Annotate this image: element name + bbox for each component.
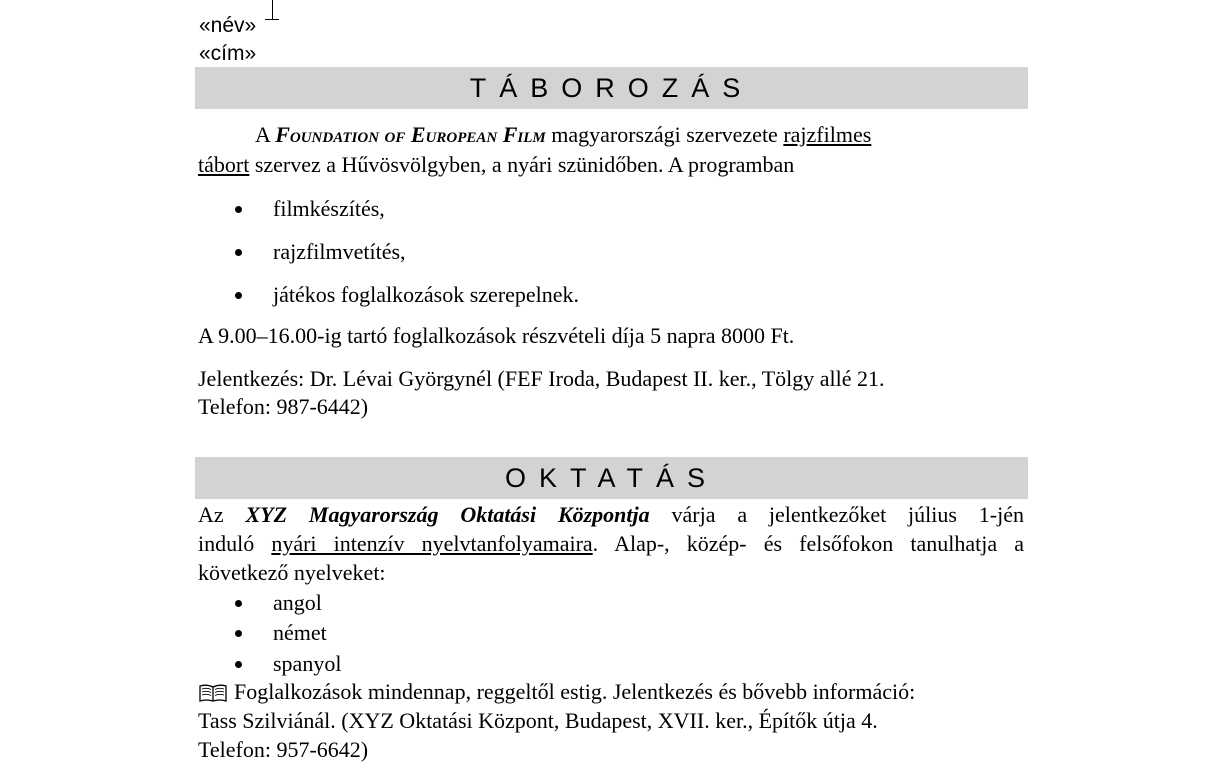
- intro-text-2: magyarországi szervezete: [545, 122, 784, 147]
- list-item: filmkészítés,: [273, 196, 385, 221]
- bullet-icon: [235, 630, 242, 637]
- oktatas-text-4: . Alap-, közép- és felsőfokon tanulhatja a: [592, 531, 1024, 556]
- oktatas-intro-line1: [198, 502, 1024, 528]
- oktatas-text-1: Az: [198, 502, 246, 527]
- info-line1: Foglalkozások mindennap, reggeltől estig. Jelentkezés és bővebb információ:: [234, 679, 916, 704]
- contact-line1: Jelentkezés: Dr. Lévai Györgynél (FEF Iroda, Budapest II. ker., Tölgy allé 21.: [198, 366, 885, 391]
- link-rajzfilmes[interactable]: rajzfilmes: [783, 122, 872, 147]
- bullet-icon: [235, 292, 242, 299]
- intro-paragraph-line2: [198, 152, 794, 178]
- language-item: német: [273, 620, 327, 645]
- link-nyelvtanfolyam[interactable]: nyári intenzív nyelvtanfolyamaira: [271, 531, 593, 556]
- text-cursor-foot: [265, 19, 279, 20]
- bullet-icon: [235, 661, 242, 668]
- info-line2: Tass Szilviánál. (XYZ Oktatási Központ, Budapest, XVII. ker., Építők útja 4.: [198, 708, 878, 733]
- merge-field-address[interactable]: «cím»: [199, 42, 257, 65]
- bullet-icon: [235, 249, 242, 256]
- oktatas-organization-name: XYZ Magyarország Oktatási Központja: [245, 502, 650, 527]
- oktatas-intro-line2: [198, 531, 1024, 557]
- bullet-icon: [235, 206, 242, 213]
- organization-name: Foundation of European Film: [275, 122, 546, 147]
- section-heading-taborozas: TÁBOROZÁS: [195, 67, 1028, 109]
- list-item: rajzfilmvetítés,: [273, 239, 406, 264]
- contact-line2: Telefon: 987-6442): [198, 394, 369, 419]
- list-item: játékos foglalkozások szerepelnek.: [273, 282, 580, 307]
- intro-text-3: szervez a Hűvösvölgyben, a nyári szünidőben. A programban: [249, 152, 795, 177]
- merge-field-name[interactable]: «név»: [199, 14, 257, 37]
- fee-text: A 9.00–16.00-ig tartó foglalkozások részvételi díja 5 napra 8000 Ft.: [198, 323, 795, 348]
- intro-text-1: A: [255, 122, 276, 147]
- intro-paragraph-line1: [255, 122, 871, 148]
- oktatas-text-2: várja a jelentkezőket július 1-jén: [649, 502, 1024, 527]
- bullet-icon: [235, 600, 242, 607]
- section-heading-oktatas: OKTATÁS: [195, 457, 1028, 499]
- link-tabort[interactable]: tábort: [198, 152, 250, 177]
- language-item: angol: [273, 590, 322, 615]
- info-line3: Telefon: 957-6642): [198, 737, 369, 762]
- book-icon: [199, 683, 227, 703]
- text-cursor: [272, 0, 273, 19]
- language-item: spanyol: [273, 651, 342, 676]
- oktatas-text-3: induló: [198, 531, 272, 556]
- oktatas-intro-line3: következő nyelveket:: [198, 560, 386, 585]
